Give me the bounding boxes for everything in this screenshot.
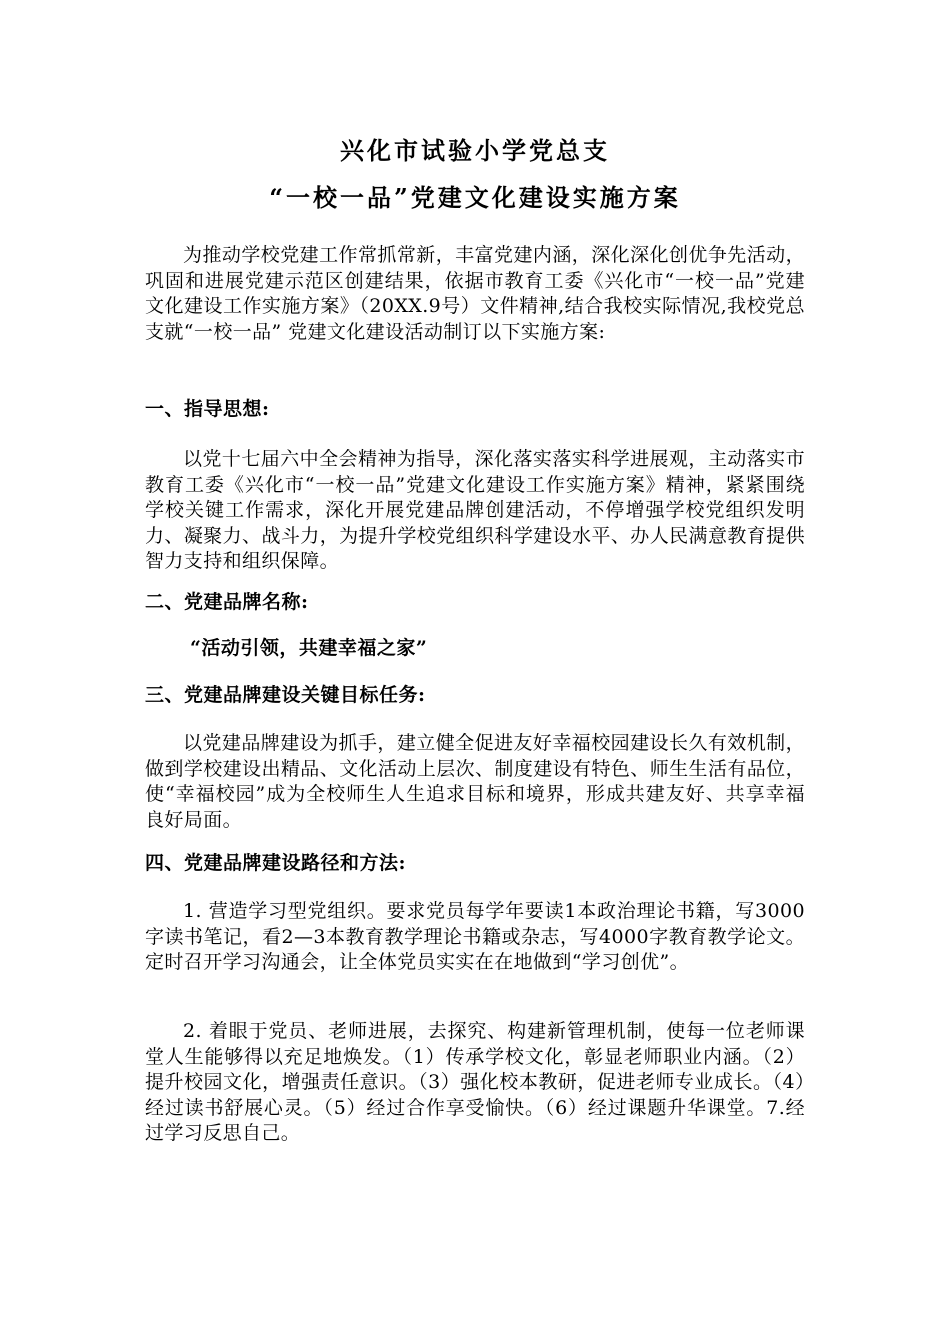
title-line-1: 兴化市试验小学党总支 (340, 136, 610, 165)
section-1-heading: 一、指导思想: (145, 398, 270, 420)
brand-slogan: “活动引领，共建幸福之家” (190, 637, 428, 659)
section-2-heading: 二、党建品牌名称: (145, 591, 309, 613)
title-line-2: “一校一品”党建文化建设实施方案 (269, 183, 681, 212)
section-3-heading: 三、党建品牌建设关键目标任务: (145, 684, 426, 706)
intro-paragraph: 为推动学校党建工作常抓常新，丰富党建内涵，深化深化创优争先活动，巩固和进展党建示范区创建结果，依据市教育工委《兴化市“一校一品”党建文化建设工作实施方案》（20XX.9号）文件精神,结合我校实际情况,我校党总支就“一校一品” 党建文化建设活动制订以下实施方案: (145, 244, 805, 343)
section-3-body: 以党建品牌建设为抓手，建立健全促进友好幸福校园建设长久有效机制，做到学校建设出精品、文化活动上层次、制度建设有特色、师生生活有品位，使“幸福校园”成为全校师生人生追求目标和境界，形成共建友好、共享幸福良好局面。 (145, 732, 805, 831)
section-4-item-1: 1. 营造学习型党组织。要求党员每学年要读1本政治理论书籍，写3000字读书笔记，看2—3本教育教学理论书籍或杂志，写4000字教育教学论文。定时召开学习沟通会，让全体党员实实在在地做到“学习创优”。 (145, 900, 805, 973)
section-4-heading: 四、党建品牌建设路径和方法: (145, 852, 407, 874)
section-1-body: 以党十七届六中全会精神为指导，深化落实落实科学进展观，主动落实市教育工委《兴化市“一校一品”党建文化建设工作实施方案》精神，紧紧围绕学校关键工作需求，深化开展党建品牌创建活动，不停增强学校党组织发明力、凝聚力、战斗力，为提升学校党组织科学建设水平、办人民满意教育提供智力支持和组织保障。 (145, 448, 805, 572)
section-4-item-2: 2. 着眼于党员、老师进展，去探究、构建新管理机制，使每一位老师课堂人生能够得以充足地焕发。（1）传承学校文化，彰显老师职业内涵。（2）提升校园文化，增强责任意识。（3）强化校本教研，促进老师专业成长。（4）经过读书舒展心灵。（5）经过合作享受愉快。（6）经过课题升华课堂。7.经过学习反思自己。 (145, 1020, 805, 1144)
